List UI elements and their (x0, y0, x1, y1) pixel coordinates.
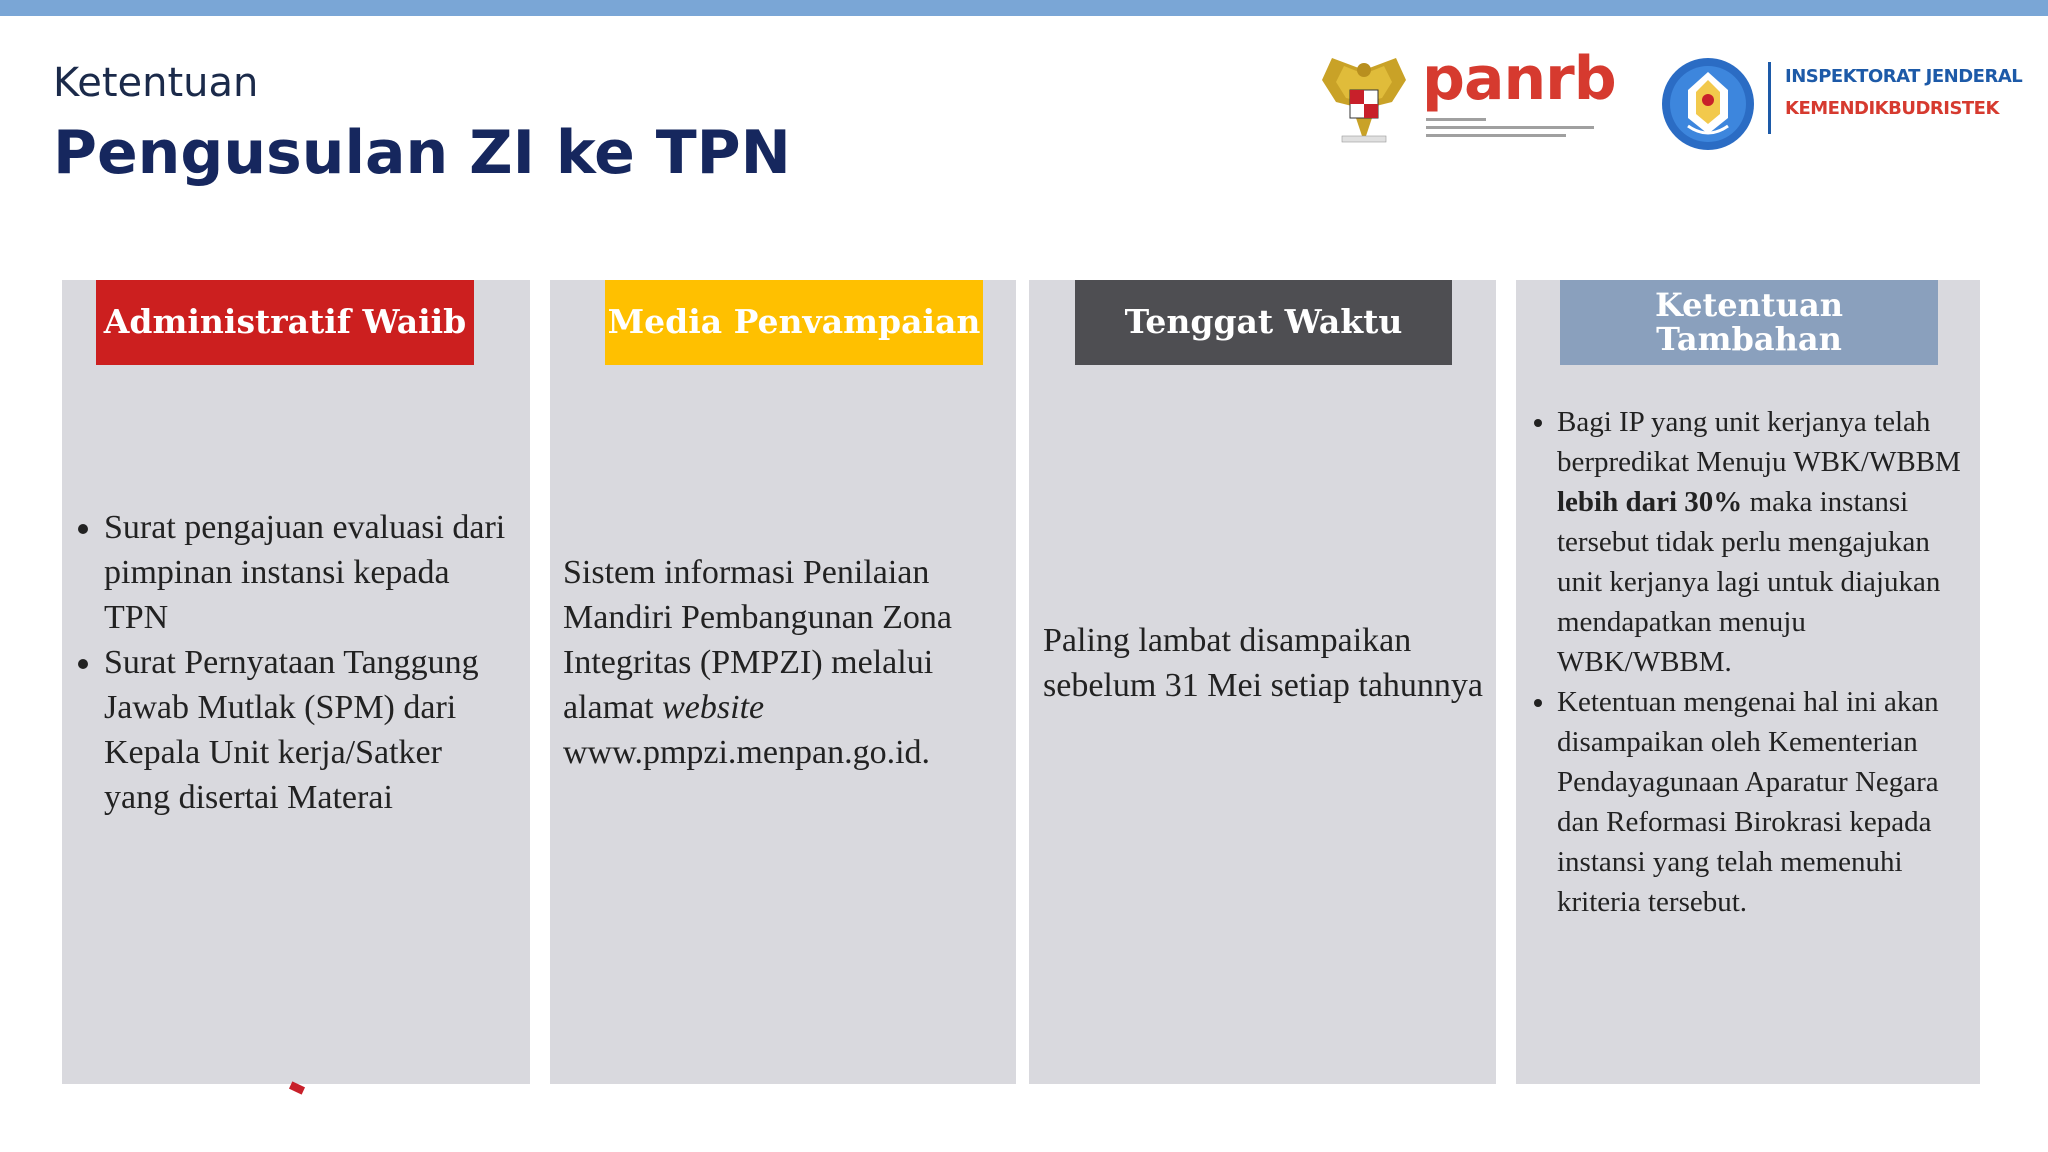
tenggat-text: Paling lambat disampaikan sebelum 31 Mei setiap tahunnya (1043, 622, 1484, 704)
page-subtitle: Ketentuan (53, 60, 259, 106)
page-title: Pengusulan ZI ke TPN (53, 118, 791, 188)
website-italic: website (662, 689, 765, 726)
inspektorat-name: INSPEKTORAT JENDERAL (1785, 66, 2023, 87)
header-media-penyampaian: Media Penvampaian (605, 280, 983, 365)
list-item: • Bagi IP yang unit kerjanya telah berpredikat Menuju WBK/WBBM lebih dari 30% maka instansi tersebut tidak perlu mengajukan unit kerjanya lagi untuk diajukan mendapatkan menuju WBK/WBBM. (1557, 402, 1973, 682)
garuda-emblem-icon (1314, 50, 1414, 150)
header-tenggat-waktu: Tenggat Waktu (1075, 280, 1452, 365)
list-item: • Surat pengajuan evaluasi dari pimpinan instansi kepada TPN (104, 505, 514, 640)
panrb-logo: panrb (1422, 44, 1616, 114)
list-item: • Ketentuan mengenai hal ini akan disampaikan oleh Kementerian Pendayagunaan Aparatur Negara dan Reformasi Birokrasi kepada instansi yang telah memenuhi kriteria tersebut. (1557, 682, 1973, 922)
administratif-list (74, 505, 514, 820)
list-item: • Surat Pernyataan Tanggung Jawab Mutlak (SPM) dari Kepala Unit kerja/Satker yang disertai Materai (104, 640, 514, 820)
media-text: Sistem informasi Penilaian Mandiri Pembangunan Zona Integritas (PMPZI) melalui alamat website www.pmpzi.menpan.go.id. (563, 554, 953, 771)
panrb-subtext-lines (1426, 118, 1594, 142)
tambahan-list (1527, 402, 1973, 922)
kemendikbudristek-name: KEMENDIKBUDRISTEK (1785, 98, 1999, 119)
header-ketentuan-tambahan: Ketentuan Tambahan (1560, 280, 1938, 365)
bold-percentage: lebih dari 30% (1557, 486, 1743, 518)
tut-wuri-handayani-logo-icon (1658, 54, 1758, 154)
inspektorat-divider (1768, 62, 1771, 134)
top-accent-bar (0, 0, 2048, 16)
header-administratif-wajib: Administratif Waiib (96, 280, 474, 365)
